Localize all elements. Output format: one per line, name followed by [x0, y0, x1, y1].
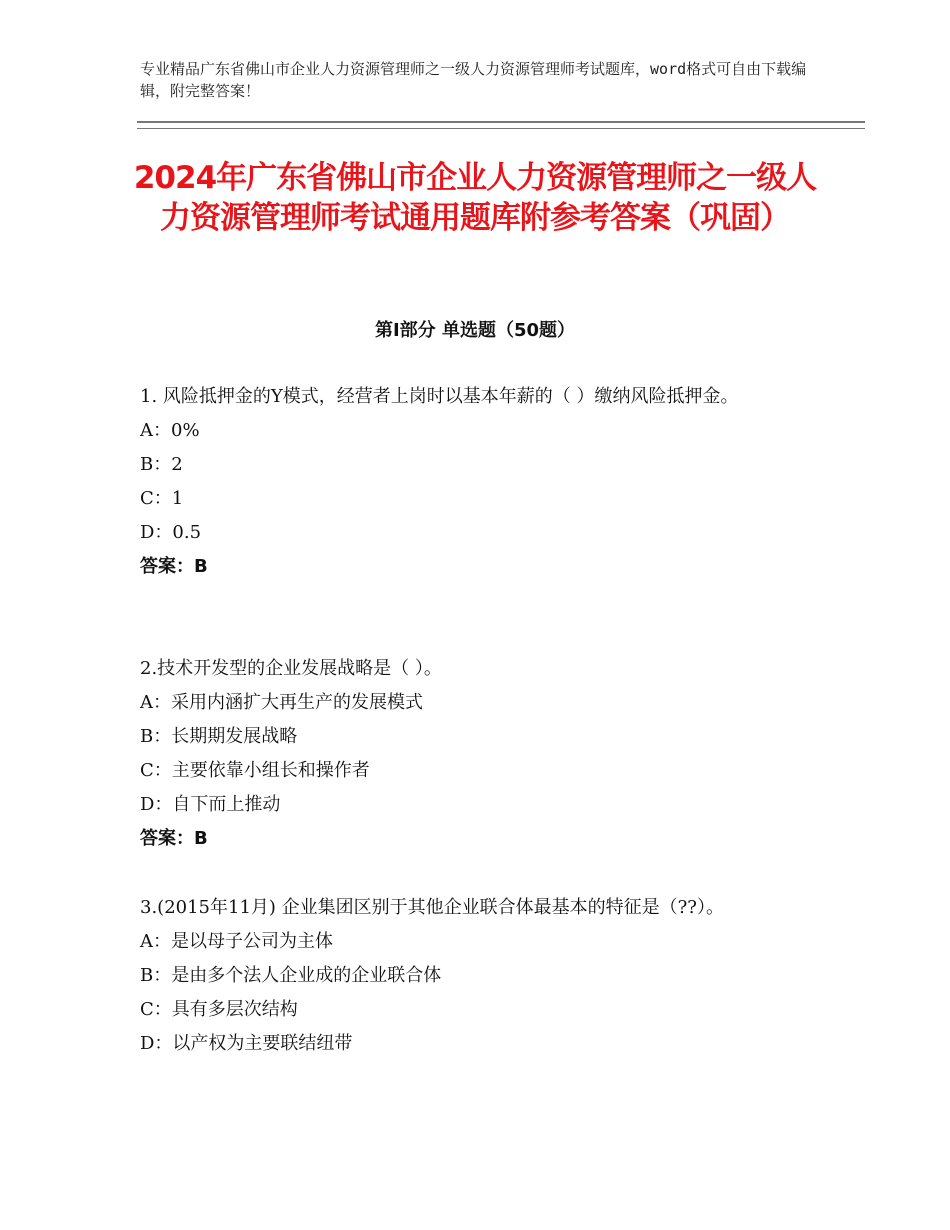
- answer-label: 答案：B: [140, 556, 208, 577]
- option-d: D：自下而上推动: [140, 794, 281, 815]
- header-divider: [137, 121, 865, 129]
- question-2: [140, 652, 810, 856]
- document-title: 2024年广东省佛山市企业人力资源管理师之一级人力资源管理师考试通用题库附参考答案（巩固）: [133, 160, 817, 236]
- option-a: A：采用内涵扩大再生产的发展模式: [140, 692, 423, 713]
- section-heading: 第Ⅰ部分 单选题（50题）: [374, 320, 575, 341]
- option-d: D：0.5: [140, 522, 202, 543]
- answer-label: 答案：B: [140, 828, 208, 849]
- option-b: B：长期期发展战略: [140, 726, 298, 747]
- question-stem: 2.技术开发型的企业发展战略是（ ）。: [140, 658, 442, 679]
- option-a: A：0%: [140, 420, 200, 441]
- header-note: 专业精品广东省佛山市企业人力资源管理师之一级人力资源管理师考试题库，word格式可自由下载编辑，附完整答案！: [140, 60, 807, 100]
- question-1: [140, 380, 810, 584]
- option-b: B：2: [140, 454, 183, 475]
- question-3: [140, 891, 810, 1061]
- question-stem: 3.(2015年11月) 企业集团区别于其他企业联合体最基本的特征是（??）。: [140, 897, 724, 918]
- option-a: A：是以母子公司为主体: [140, 931, 333, 952]
- option-b: B：是由多个法人企业成的企业联合体: [140, 965, 442, 986]
- option-d: D：以产权为主要联结纽带: [140, 1033, 353, 1054]
- option-c: C：主要依靠小组长和操作者: [140, 760, 370, 781]
- option-c: C：具有多层次结构: [140, 999, 298, 1020]
- option-c: C：1: [140, 488, 184, 509]
- question-stem: 1. 风险抵押金的Y模式，经营者上岗时以基本年薪的（ ）缴纳风险抵押金。: [140, 386, 739, 407]
